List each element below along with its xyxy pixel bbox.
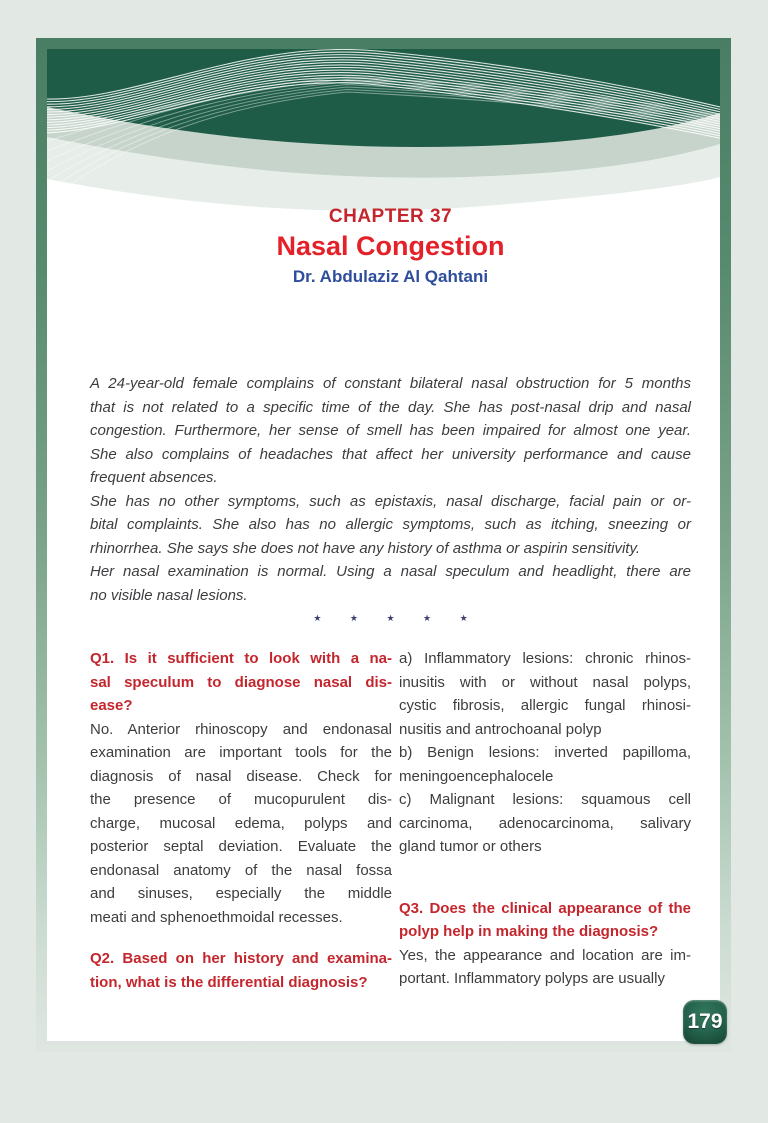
answer-block bbox=[399, 741, 691, 788]
text-line: Q3. Does the clinical appearance of the bbox=[399, 899, 691, 917]
text-line: No. Anterior rhinoscopy and endonasal bbox=[90, 720, 392, 738]
answer-block bbox=[399, 647, 691, 741]
text-line: She has no other symptoms, such as epistaxis, nasal discharge, facial pain or or- bbox=[90, 492, 691, 510]
case-block bbox=[90, 490, 691, 561]
text-line: frequent absences. bbox=[90, 469, 218, 486]
qa-column-right bbox=[399, 647, 691, 994]
star-separator: ★ ★ ★ ★ ★ bbox=[313, 613, 481, 623]
text-line: meningoencephalocele bbox=[399, 767, 554, 785]
answer-block bbox=[399, 944, 691, 991]
text-line: endonasal anatomy of the nasal fossa bbox=[90, 861, 392, 879]
text-line: She also complains of headaches that affect her university performance and cause bbox=[90, 445, 691, 463]
text-line: no visible nasal lesions. bbox=[90, 586, 248, 604]
case-block bbox=[90, 560, 691, 607]
question-block bbox=[90, 647, 392, 718]
text-line: b) Benign lesions: inverted papilloma, bbox=[399, 744, 691, 761]
text-line: c) Malignant lesions: squamous cell bbox=[399, 791, 691, 808]
text-line: bital complaints. She also has no allergic symptoms, such as itching, sneezing or bbox=[90, 516, 691, 533]
case-block bbox=[90, 372, 691, 490]
page-frame bbox=[36, 38, 731, 1052]
text-line: carcinoma, adenocarcinoma, salivary bbox=[399, 814, 691, 832]
page-number-badge: 179 bbox=[683, 1000, 727, 1044]
case-study-text bbox=[90, 372, 691, 607]
author-name: Dr. Abdulaziz Al Qahtani bbox=[292, 267, 489, 286]
page-title: Nasal Congestion bbox=[276, 231, 505, 261]
text-line: the presence of mucopurulent dis- bbox=[90, 791, 392, 808]
text-line: inusitis with or without nasal polyps, bbox=[399, 673, 691, 691]
question-block bbox=[90, 947, 392, 994]
text-line: rhinorrhea. She says she does not have any history of asthma or aspirin sensitivity. bbox=[90, 539, 640, 557]
text-line: that is not related to a specific time of the day. She has post-nasal drip and nasal bbox=[90, 398, 691, 416]
text-line: portant. Inflammatory polyps are usually bbox=[399, 970, 665, 987]
answer-block bbox=[90, 718, 392, 930]
text-line: Q2. Based on her history and examina- bbox=[90, 950, 392, 967]
text-line: gland tumor or others bbox=[399, 838, 542, 855]
text-line: posterior septal deviation. Evaluate the bbox=[90, 838, 392, 855]
text-line: sal speculum to diagnose nasal dis- bbox=[90, 673, 392, 691]
text-line: Yes, the appearance and location are im- bbox=[399, 946, 691, 964]
text-line: tion, what is the differential diagnosis? bbox=[90, 973, 368, 991]
text-line: Her nasal examination is normal. Using a nasal speculum and headlight, there are bbox=[90, 563, 691, 580]
answer-block bbox=[399, 788, 691, 859]
text-line: Q1. Is it sufficient to look with a na- bbox=[90, 650, 392, 667]
text-line: ease? bbox=[90, 697, 133, 714]
page-content bbox=[47, 49, 720, 994]
qa-column-left bbox=[90, 647, 392, 994]
text-line: examination are important tools for the bbox=[90, 744, 392, 761]
text-line: cystic fibrosis, allergic fungal rhinosi- bbox=[399, 697, 691, 714]
chapter-label: CHAPTER 37 bbox=[328, 206, 453, 227]
text-line: A 24-year-old female complains of constant bilateral nasal obstruction for 5 months bbox=[90, 375, 691, 392]
text-line: diagnosis of nasal disease. Check for bbox=[90, 767, 392, 785]
text-line: congestion. Furthermore, her sense of smell has been impaired for almost one year. bbox=[90, 422, 691, 439]
text-line: nusitis and antrochoanal polyp bbox=[399, 720, 602, 738]
text-line: meati and sphenoethmoidal recesses. bbox=[90, 908, 343, 926]
text-line: and sinuses, especially the middle bbox=[90, 885, 392, 902]
text-line: a) Inflammatory lesions: chronic rhinos- bbox=[399, 650, 691, 667]
book-page bbox=[47, 49, 720, 1041]
question-block bbox=[399, 897, 691, 944]
text-line: polyp help in making the diagnosis? bbox=[399, 923, 659, 940]
qa-columns bbox=[90, 647, 691, 994]
text-line: charge, mucosal edema, polyps and bbox=[90, 814, 392, 832]
